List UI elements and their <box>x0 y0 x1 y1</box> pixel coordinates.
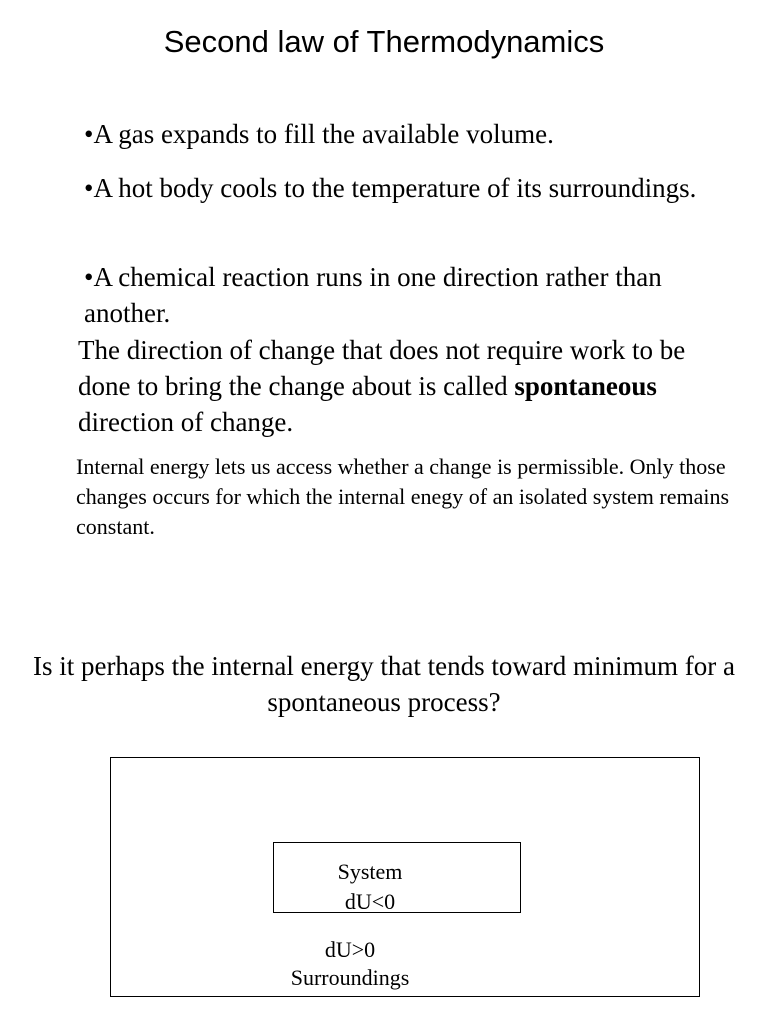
spontaneous-term: spontaneous <box>514 371 657 401</box>
spontaneous-definition <box>78 332 738 440</box>
surroundings-label: Surroundings <box>290 965 410 990</box>
question-text: Is it perhaps the internal energy that tends toward minimum for a spontaneous process? <box>32 651 736 717</box>
bullet-hot-body-cools: •A hot body cools to the temperature of its surroundings. <box>84 173 697 203</box>
system-du-label: dU<0 <box>344 889 396 914</box>
bullet-gas-expands: •A gas expands to fill the available volume. <box>84 119 554 149</box>
surroundings-du-label: dU>0 <box>324 937 376 962</box>
system-label: System <box>337 859 403 884</box>
definition-text-start: The direction of change that does not require work to be done to bring the change about is called <box>78 335 686 401</box>
slide-title: Second law of Thermodynamics <box>163 24 605 59</box>
definition-text-end: direction of change. <box>78 407 294 437</box>
internal-energy-note: Internal energy lets us access whether a change is permissible. Only those changes occurs for which the internal enegy of an isolated system remains constant. <box>76 454 730 539</box>
bullet-chemical-reaction: •A chemical reaction runs in one direction rather than another. <box>84 262 662 328</box>
